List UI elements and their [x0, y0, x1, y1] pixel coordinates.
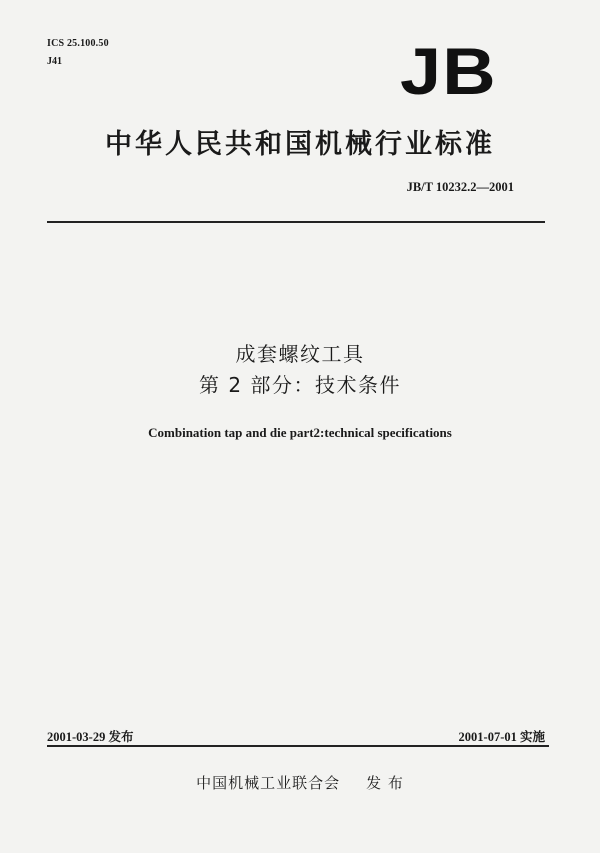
publisher-line — [0, 772, 600, 793]
document-subtitle-cn: 第 2 部分：技术条件 — [199, 373, 401, 397]
jb-logo: JB — [400, 34, 497, 108]
publish-label: 发 布 — [366, 774, 404, 792]
document-title-en: Combination tap and die part2:technical specifications — [148, 425, 452, 440]
footer-divider — [47, 745, 549, 747]
standard-title: 中华人民共和国机械行业标准 — [105, 129, 495, 160]
header-divider — [47, 221, 545, 223]
issue-date: 2001-03-29 发布 — [47, 730, 134, 744]
implementation-date: 2001-07-01 实施 — [458, 730, 545, 744]
publisher-name: 中国机械工业联合会 — [196, 774, 341, 792]
standard-number: JB/T 10232.2—2001 — [406, 180, 514, 194]
ccs-code: J41 — [47, 56, 62, 67]
document-title-cn: 成套螺纹工具 — [235, 342, 365, 366]
ics-code: ICS 25.100.50 — [47, 38, 109, 49]
